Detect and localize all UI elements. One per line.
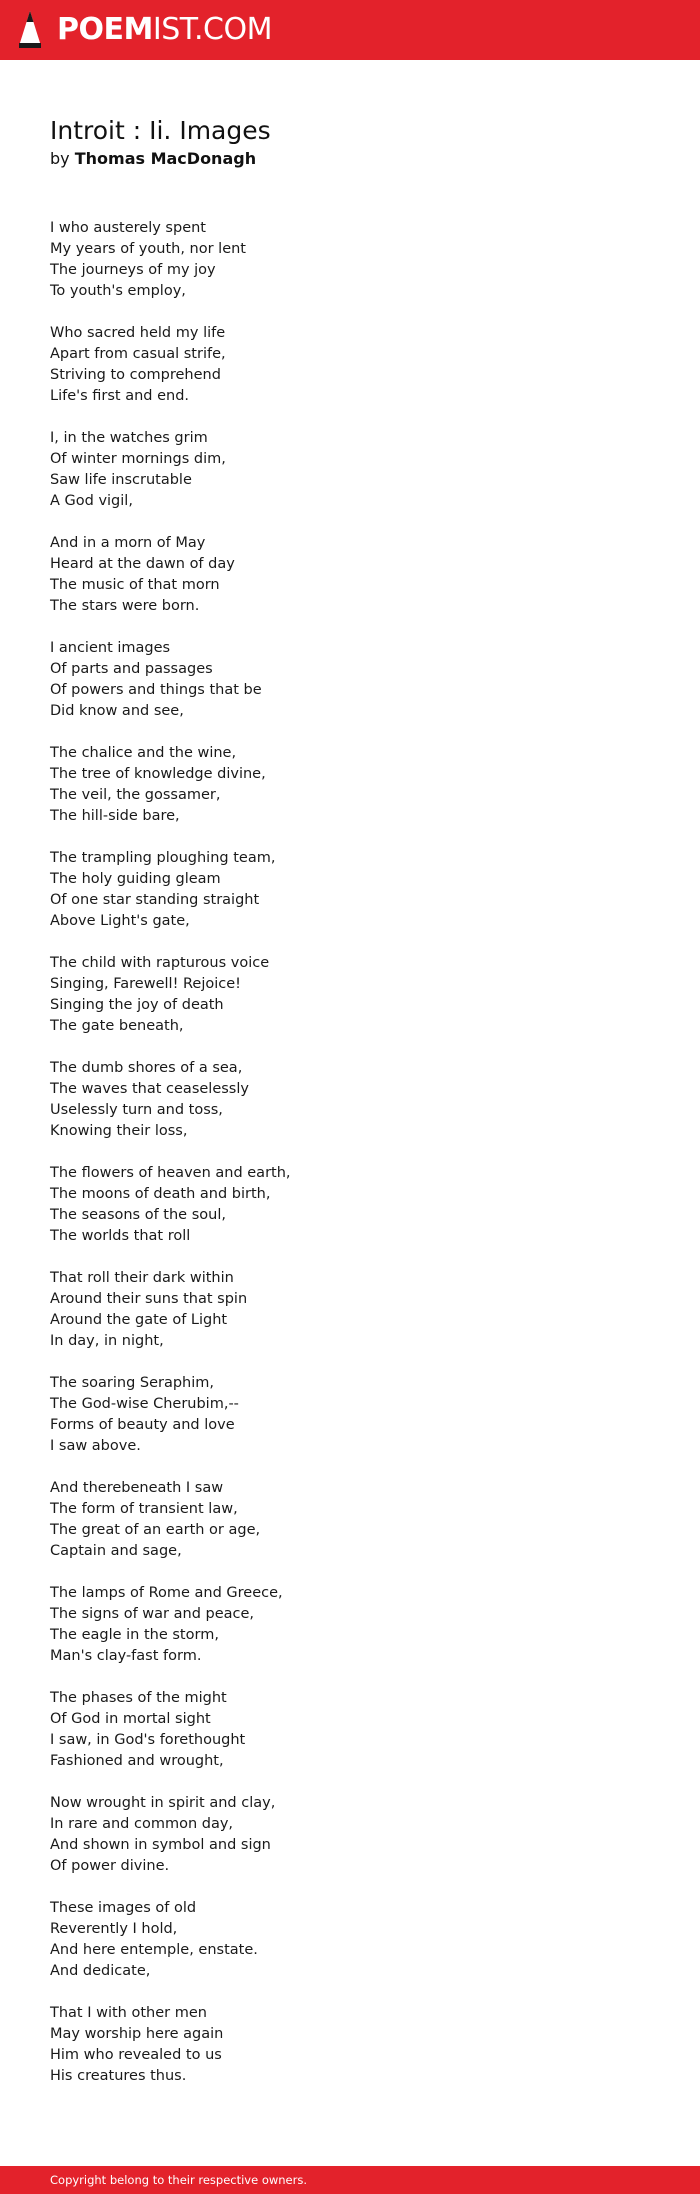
poem-stanza <box>50 1688 650 1772</box>
author-name[interactable]: Thomas MacDonagh <box>74 149 257 168</box>
poem-line: I, in the watches grim <box>50 430 208 446</box>
poem-line: The great of an earth or age, <box>50 1522 261 1538</box>
poem-line: The worlds that roll <box>50 1228 191 1244</box>
copyright-notice: Copyright belong to their respective owners. <box>50 2173 308 2187</box>
poem-stanza <box>50 638 650 722</box>
poem-line: The form of transient law, <box>50 1501 238 1517</box>
poem-line: To youth's employ, <box>50 283 186 299</box>
poem-line: Of God in mortal sight <box>50 1711 211 1727</box>
poem-stanza <box>50 1898 650 1982</box>
poem-line: Him who revealed to us <box>50 2047 222 2063</box>
poem-line: The veil, the gossamer, <box>50 787 221 803</box>
poem-stanza <box>50 1268 650 1352</box>
poem-stanza <box>50 428 650 512</box>
poem-line: The seasons of the soul, <box>50 1207 226 1223</box>
poem-line: Knowing their loss, <box>50 1123 188 1139</box>
poem-line: The journeys of my joy <box>50 262 216 278</box>
poem-line: And here entemple, enstate. <box>50 1942 258 1958</box>
poem-line: May worship here again <box>50 2026 224 2042</box>
poem-stanza <box>50 1058 650 1142</box>
poem-line: The hill-side bare, <box>50 808 180 824</box>
logo-text <box>57 10 272 50</box>
poem-line: The moons of death and birth, <box>50 1186 271 1202</box>
poem-line: Of parts and passages <box>50 661 213 677</box>
poem-line: Of one star standing straight <box>50 892 260 908</box>
poem-stanza <box>50 1373 650 1457</box>
poem-line: In rare and common day, <box>50 1816 234 1832</box>
poem-line: Did know and see, <box>50 703 184 719</box>
poem-stanza <box>50 743 650 827</box>
poem-stanza <box>50 1583 650 1667</box>
poem-stanza <box>50 533 650 617</box>
poem-line: The waves that ceaselessly <box>50 1081 249 1097</box>
poem-byline <box>50 148 256 170</box>
poem-line: Man's clay-fast form. <box>50 1648 202 1664</box>
poem-line: Captain and sage, <box>50 1543 182 1559</box>
poem-line: Of powers and things that be <box>50 682 262 698</box>
poem-line: The music of that morn <box>50 577 220 593</box>
poem-line: The stars were born. <box>50 598 200 614</box>
poem-line: And shown in symbol and sign <box>50 1837 271 1853</box>
poem-line: Now wrought in spirit and clay, <box>50 1795 276 1811</box>
poem-line: Striving to comprehend <box>50 367 221 383</box>
poem-line: Of power divine. <box>50 1858 170 1874</box>
poem-stanza <box>50 323 650 407</box>
poem-line: Forms of beauty and love <box>50 1417 235 1433</box>
poem-line: The dumb shores of a sea, <box>50 1060 243 1076</box>
poem-line: Above Light's gate, <box>50 913 190 929</box>
poem-stanza <box>50 1793 650 1877</box>
poem-line: Uselessly turn and toss, <box>50 1102 223 1118</box>
poem-line: And dedicate, <box>50 1963 151 1979</box>
poem-line: The tree of knowledge divine, <box>50 766 266 782</box>
poem-stanza <box>50 218 650 302</box>
poem-line: Who sacred held my life <box>50 325 226 341</box>
poem-line: I ancient images <box>50 640 171 656</box>
poem-stanza <box>50 1163 650 1247</box>
poem-line: Of winter mornings dim, <box>50 451 226 467</box>
poem-line: The child with rapturous voice <box>50 955 270 971</box>
poem-line: The trampling ploughing team, <box>50 850 276 866</box>
poem-line: The gate beneath, <box>50 1018 184 1034</box>
poem-line: The holy guiding gleam <box>50 871 221 887</box>
poem-line: These images of old <box>50 1900 197 1916</box>
poem-line: The eagle in the storm, <box>50 1627 219 1643</box>
poem-line: Around their suns that spin <box>50 1291 248 1307</box>
site-header <box>0 0 700 60</box>
poem-line: His creatures thus. <box>50 2068 187 2084</box>
poem-line: That roll their dark within <box>50 1270 234 1286</box>
poem-line: Life's first and end. <box>50 388 190 404</box>
poem-line: Apart from casual strife, <box>50 346 226 362</box>
poem-line: The phases of the might <box>50 1690 227 1706</box>
poem-stanza <box>50 1478 650 1562</box>
poem-stanza <box>50 848 650 932</box>
poem-line: Heard at the dawn of day <box>50 556 235 572</box>
poem-line: Fashioned and wrought, <box>50 1753 224 1769</box>
poem-line: Singing the joy of death <box>50 997 224 1013</box>
by-label: by <box>50 149 70 168</box>
poem-stanza <box>50 2003 650 2087</box>
logo-text-light: IST.COM <box>152 12 272 47</box>
poem-line: I who austerely spent <box>50 220 206 236</box>
poem-line: Reverently I hold, <box>50 1921 178 1937</box>
poem-line: My years of youth, nor lent <box>50 241 246 257</box>
poem-line: The God-wise Cherubim,-- <box>50 1396 239 1412</box>
poem-line: That I with other men <box>50 2005 207 2021</box>
poem-line: Around the gate of Light <box>50 1312 228 1328</box>
poem-line: I saw above. <box>50 1438 141 1454</box>
poem-stanza <box>50 953 650 1037</box>
poem-line: The lamps of Rome and Greece, <box>50 1585 283 1601</box>
poem-line: Saw life inscrutable <box>50 472 192 488</box>
poem-line: The flowers of heaven and earth, <box>50 1165 291 1181</box>
poem-line: I saw, in God's forethought <box>50 1732 246 1748</box>
poem-line: And therebeneath I saw <box>50 1480 224 1496</box>
poem-line: A God vigil, <box>50 493 133 509</box>
poem-line: The chalice and the wine, <box>50 745 237 761</box>
site-logo[interactable] <box>17 10 272 50</box>
pencil-tip-icon <box>17 10 43 50</box>
poem-line: The signs of war and peace, <box>50 1606 255 1622</box>
poem-title: Introit : Ii. Images <box>50 116 271 145</box>
poem-body <box>50 218 650 2108</box>
poem-line: And in a morn of May <box>50 535 206 551</box>
site-footer <box>0 2166 700 2194</box>
poem-line: In day, in night, <box>50 1333 164 1349</box>
poem-line: Singing, Farewell! Rejoice! <box>50 976 241 992</box>
poem-line: The soaring Seraphim, <box>50 1375 215 1391</box>
logo-text-bold: POEM <box>57 12 153 47</box>
